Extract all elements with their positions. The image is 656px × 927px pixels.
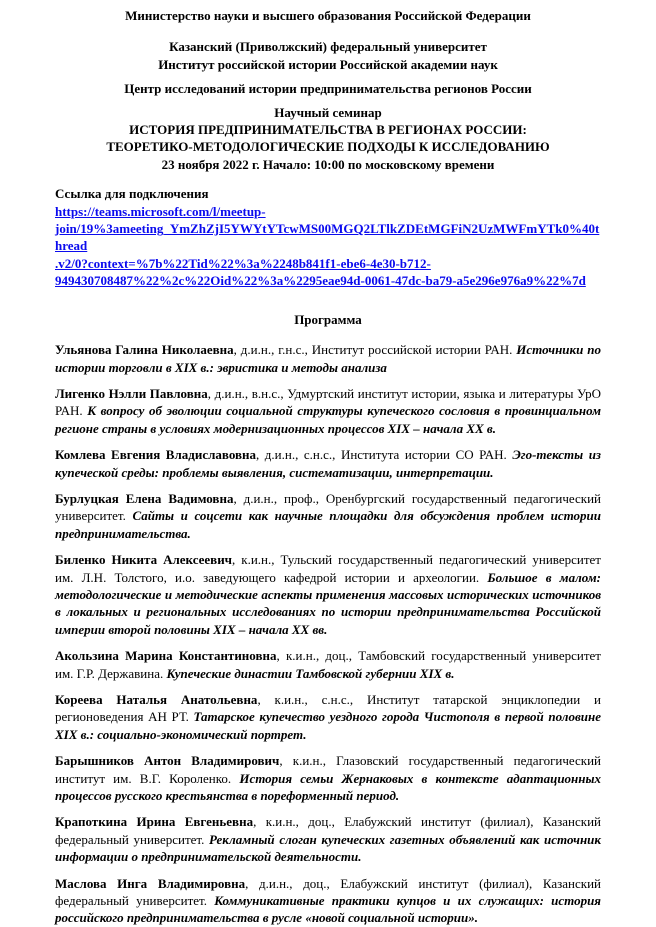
program-entry bbox=[55, 875, 601, 927]
meeting-url-line-1[interactable]: https://teams.microsoft.com/l/meetup- bbox=[55, 203, 266, 219]
header-university: Казанский (Приволжский) федеральный университет bbox=[169, 39, 487, 55]
seminar-title-line2: ТЕОРЕТИКО-МЕТОДОЛОГИЧЕСКИЕ ПОДХОДЫ К ИССЛЕДОВАНИЮ bbox=[106, 139, 550, 155]
speaker-name: Крапоткина Ирина Евгеньевна bbox=[55, 814, 254, 830]
talk-title: Коммуникативные практики купцов и их служащих: история российского предпринимательства в русле «новой социальной истории». bbox=[55, 893, 601, 926]
connection-link-section bbox=[55, 185, 601, 289]
speaker-details: , д.и.н., с.н.с., Института истории СО РАН. bbox=[256, 447, 513, 463]
seminar-datetime: 23 ноября 2022 г. Начало: 10:00 по московскому времени bbox=[161, 156, 495, 172]
program-entry bbox=[55, 341, 601, 376]
speaker-name: Акользина Марина Константиновна bbox=[55, 648, 277, 664]
teams-meeting-link[interactable] bbox=[55, 203, 601, 290]
speaker-details: , д.и.н., доц., Елабужский институт (филиал), Казанский федеральный университет. bbox=[55, 875, 601, 909]
program-entry bbox=[55, 691, 601, 743]
seminar-label: Научный семинар bbox=[274, 104, 382, 120]
program-entry bbox=[55, 490, 601, 542]
program-entry bbox=[55, 385, 601, 437]
speaker-name: Ульянова Галина Николаевна bbox=[55, 342, 234, 358]
talk-title: Большое в малом: методологические и методические аспекты применения массовых исторических источников в локальных и региональных исследованиях по истории предпринимательства Российской империи второй половины XIX – начала XX вв. bbox=[55, 569, 601, 637]
speaker-name: Бурлуцкая Елена Вадимовна bbox=[55, 490, 234, 506]
talk-title: Рекламный слоган купеческих газетных объявлений как источник информации о предпринимательской деятельности. bbox=[55, 831, 601, 865]
connection-link-label: Ссылка для подключения bbox=[55, 186, 209, 202]
speaker-details: , к.и.н., Тульский государственный педагогический университет им. Л.Н. Толстого, и.о. заведующего кафедрой истории и археологии. bbox=[55, 552, 601, 585]
program-entry bbox=[55, 813, 601, 865]
talk-title: Источники по истории торговли в XIX в.: эвристика и методы анализа bbox=[55, 342, 601, 375]
talk-title: Татарское купечество уездного города Чистополя в первой половине XIX в.: социально-экономический портрет. bbox=[55, 709, 602, 742]
program-entries bbox=[55, 341, 601, 927]
program-entry bbox=[55, 551, 601, 638]
speaker-details: , д.и.н., проф., Оренбургский государственный педагогический университет. bbox=[55, 490, 601, 524]
talk-title: История семьи Жернаковых в контексте адаптационных процессов русского крестьянства в пореформенный период. bbox=[55, 770, 602, 804]
speaker-details: , к.и.н., доц., Елабужский институт (филиал), Казанский федеральный университет. bbox=[55, 814, 601, 847]
seminar-title-line1: ИСТОРИЯ ПРЕДПРИНИМАТЕЛЬСТВА В РЕГИОНАХ РОССИИ: bbox=[129, 122, 527, 138]
talk-title: К вопросу об эволюции социальной структуры купеческого сословия в провинциальном регионе страны в условиях модернизационных процессов XIX – начала XX в. bbox=[55, 403, 602, 436]
speaker-details: , к.и.н., с.н.с., Институт татарской энциклопедии и регионоведения АН РТ. bbox=[55, 692, 601, 725]
meeting-url-line-3[interactable]: .v2/0?context=%7b%22Tid%22%3a%2248b841f1-ebe6-4e30-b712- bbox=[55, 255, 431, 271]
program-entry bbox=[55, 446, 601, 481]
header-institute: Институт российской истории Российской академии наук bbox=[158, 56, 498, 72]
speaker-name: Барышников Антон Владимирович bbox=[55, 753, 280, 769]
program-heading: Программа bbox=[294, 311, 362, 327]
program-entry bbox=[55, 647, 601, 682]
talk-title: Эго-тексты из купеческой среды: проблемы выявления, систематизации, интерпретации. bbox=[55, 447, 601, 480]
speaker-name: Комлева Евгения Владиславовна bbox=[55, 447, 256, 463]
header-ministry: Министерство науки и высшего образования Российской Федерации bbox=[125, 8, 531, 23]
program-entry bbox=[55, 752, 601, 804]
talk-title: Сайты и соцсети как научные площадки для обсуждения проблем истории предпринимательства. bbox=[55, 508, 601, 541]
speaker-name: Лигенко Нэлли Павловна bbox=[55, 385, 208, 401]
header-center: Центр исследований истории предпринимательства регионов России bbox=[124, 81, 532, 97]
speaker-details: , д.и.н., г.н.с., Институт российской истории РАН. bbox=[233, 342, 517, 358]
meeting-url-line-2[interactable]: join/19%3ameeting_YmZhZjI5YWYtYTcwMS00MGQ2LTlkZDEtMGFiN2UzMWFmYTk0%40thread bbox=[55, 221, 600, 254]
speaker-details: , к.и.н., доц., Тамбовский государственный университет им. Г.Р. Державина. bbox=[55, 648, 601, 681]
speaker-details: , д.и.н., в.н.с., Удмуртский институт истории, языка и литературы УрО РАН. bbox=[55, 385, 601, 419]
speaker-details: , к.и.н., Глазовский государственный педагогический институт им. В.Г. Короленко. bbox=[55, 753, 601, 786]
meeting-url-line-4[interactable]: 949430708487%22%2c%22Oid%22%3a%2295eae94d-0061-47dc-ba79-a5e296e976a9%22%7d bbox=[55, 273, 586, 289]
speaker-name: Кореева Наталья Анатольевна bbox=[55, 692, 258, 707]
speaker-name: Маслова Инга Владимировна bbox=[55, 875, 246, 891]
talk-title: Купеческие династии Тамбовской губернии XIX в. bbox=[166, 665, 455, 681]
speaker-name: Биленко Никита Алексеевич bbox=[55, 552, 233, 568]
seminar-title-block bbox=[55, 104, 601, 174]
